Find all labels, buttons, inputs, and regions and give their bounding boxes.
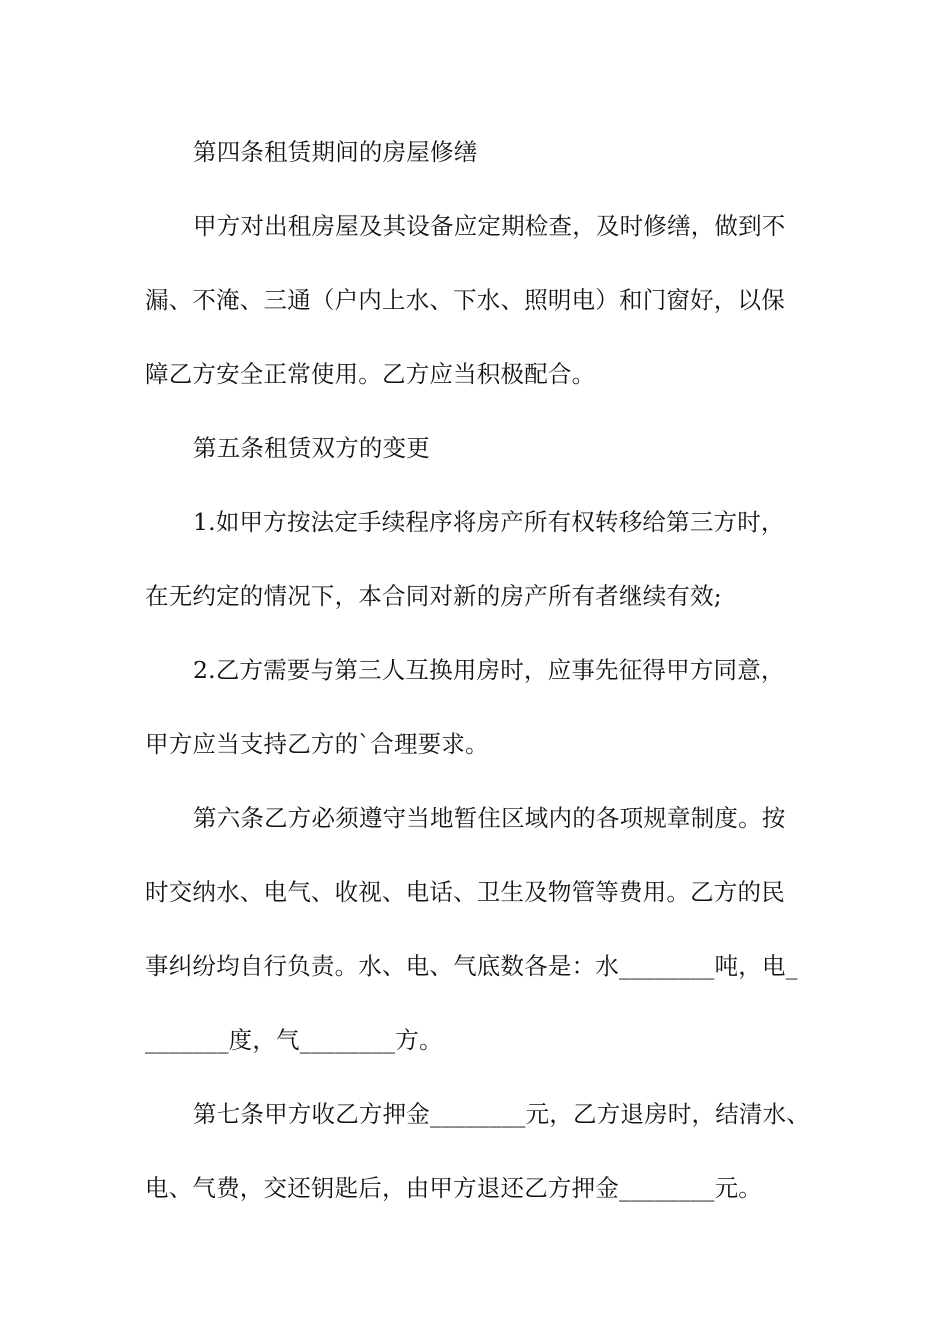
paragraph-line: 时交纳水、电气、收视、电话、卫生及物管等费用。乙方的民 xyxy=(145,878,785,906)
article-5-heading: 第五条租赁双方的变更 xyxy=(193,434,430,462)
paragraph-line: 甲方应当支持乙方的`合理要求。 xyxy=(145,730,489,758)
paragraph-line: 漏、不淹、三通（户内上水、下水、照明电）和门窗好，以保 xyxy=(145,286,785,314)
article-6-line: 第六条乙方必须遵守当地暂住区域内的各项规章制度。按 xyxy=(193,804,786,832)
paragraph-line: 在无约定的情况下，本合同对新的房产所有者继续有效; xyxy=(145,582,722,610)
paragraph-line: 障乙方安全正常使用。乙方应当积极配合。 xyxy=(145,360,596,388)
paragraph-line: 甲方对出租房屋及其设备应定期检查，及时修缮，做到不 xyxy=(193,212,786,240)
article-4-heading: 第四条租赁期间的房屋修缮 xyxy=(193,138,478,166)
article-7-line: 第七条甲方收乙方押金________元，乙方退房时，结清水、 xyxy=(193,1100,810,1128)
paragraph-line: 1.如甲方按法定手续程序将房产所有权转移给第三方时， xyxy=(193,508,785,536)
paragraph-line: 2.乙方需要与第三人互换用房时，应事先征得甲方同意， xyxy=(193,656,785,684)
paragraph-line: _______度，气________方。 xyxy=(145,1026,443,1054)
paragraph-line: 电、气费，交还钥匙后，由甲方退还乙方押金________元。 xyxy=(145,1174,762,1202)
paragraph-line: 事纠纷均自行负责。水、电、气底数各是：水________吨，电_ xyxy=(145,952,798,980)
